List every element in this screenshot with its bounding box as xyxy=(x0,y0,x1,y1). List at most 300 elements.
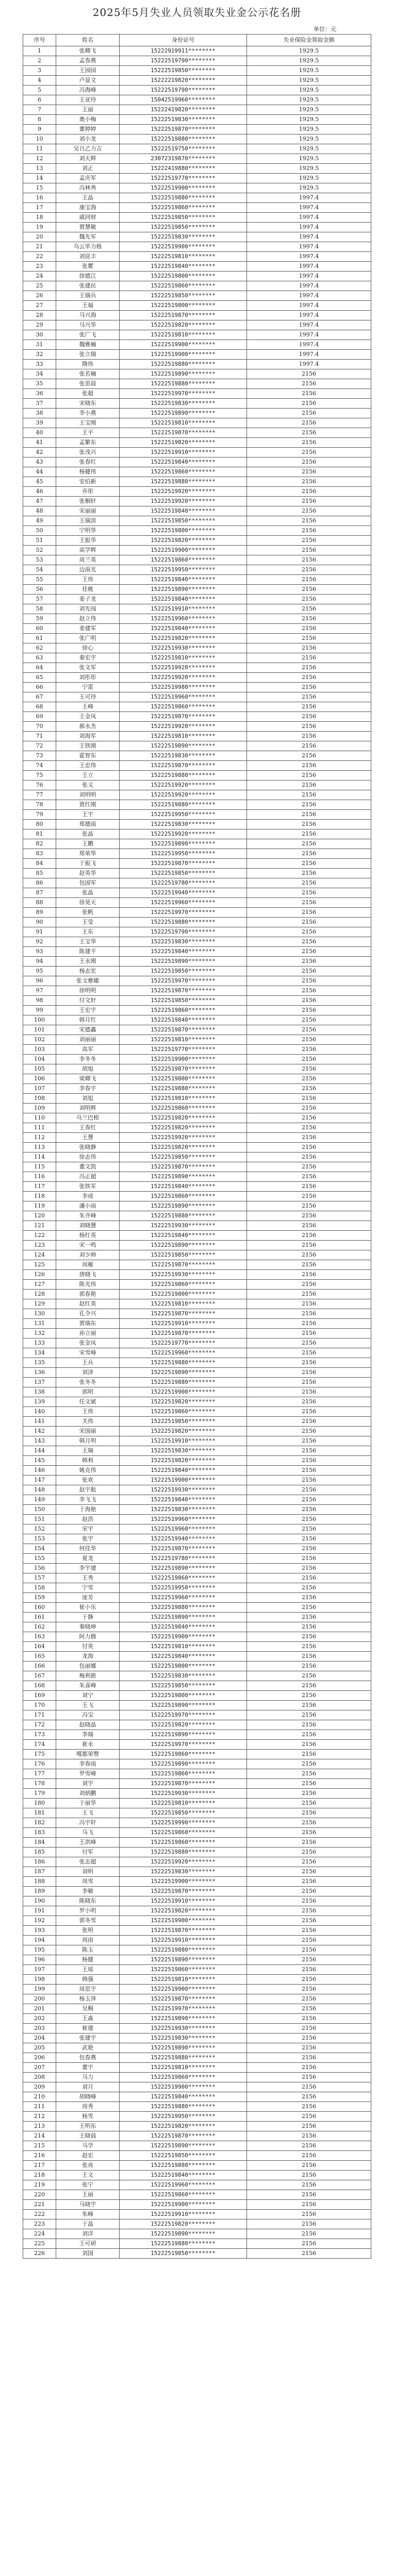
row-id-number: 15222519960******** xyxy=(120,2180,247,2190)
row-id-number: 15222519950******** xyxy=(120,565,247,575)
row-amount: 2156 xyxy=(247,1975,371,1985)
row-amount: 2156 xyxy=(247,829,371,839)
row-name: 王晓晨 xyxy=(56,2131,120,2141)
row-amount: 2156 xyxy=(247,643,371,653)
row-amount: 2156 xyxy=(247,839,371,849)
row-seq: 131 xyxy=(23,1319,56,1329)
row-name: 张立瑞 xyxy=(56,350,120,360)
row-seq: 144 xyxy=(23,1446,56,1456)
row-id-number: 15222519930******** xyxy=(120,1485,247,1495)
row-id-number: 15222519830******** xyxy=(120,937,247,947)
row-amount: 1997.4 xyxy=(247,281,371,291)
row-seq: 170 xyxy=(23,1701,56,1710)
row-name: 周思宇 xyxy=(56,1985,120,1994)
row-id-number: 15222519880******** xyxy=(120,134,247,144)
row-seq: 120 xyxy=(23,1211,56,1221)
row-name: 郭春艳 xyxy=(56,1290,120,1299)
row-seq: 111 xyxy=(23,1123,56,1133)
row-seq: 198 xyxy=(23,1975,56,1985)
table-row xyxy=(23,1378,371,1387)
row-id-number: 15222519860******** xyxy=(120,1828,247,1838)
table-row xyxy=(23,1260,371,1270)
row-seq: 217 xyxy=(23,2161,56,2171)
table-row xyxy=(23,428,371,438)
table-row xyxy=(23,242,371,252)
row-amount: 2156 xyxy=(247,1280,371,1290)
row-name: 周雨 xyxy=(56,1936,120,1945)
row-name: 韩月红 xyxy=(56,1015,120,1025)
table-row xyxy=(23,996,371,1006)
row-name: 张铁军 xyxy=(56,1182,120,1192)
row-id-number: 15222519870******** xyxy=(120,859,247,869)
row-name: 张春红 xyxy=(56,457,120,467)
row-name: 马力 xyxy=(56,2073,120,2082)
row-amount: 2156 xyxy=(247,1397,371,1407)
row-amount: 2156 xyxy=(247,702,371,712)
row-amount: 2156 xyxy=(247,409,371,418)
row-amount: 2156 xyxy=(247,2190,371,2200)
table-row xyxy=(23,1055,371,1064)
row-amount: 2156 xyxy=(247,2200,371,2210)
row-name: 孟庆军 xyxy=(56,174,120,183)
row-name: 张亮 xyxy=(56,2161,120,2171)
table-row xyxy=(23,86,371,95)
row-name: 张欢 xyxy=(56,1476,120,1485)
table-row xyxy=(23,350,371,360)
row-amount: 2156 xyxy=(247,487,371,497)
row-seq: 117 xyxy=(23,1182,56,1192)
row-name: 付文轩 xyxy=(56,996,120,1006)
row-amount: 2156 xyxy=(247,1162,371,1172)
row-name: 崔永 xyxy=(56,1740,120,1750)
table-row xyxy=(23,839,371,849)
row-seq: 174 xyxy=(23,1740,56,1750)
row-id-number: 15042519960******** xyxy=(120,95,247,105)
row-name: 宁雪 xyxy=(56,1583,120,1593)
row-amount: 2156 xyxy=(247,1172,371,1182)
row-id-number: 15222519830******** xyxy=(120,1505,247,1515)
row-seq: 167 xyxy=(23,1671,56,1681)
table-row xyxy=(23,1564,371,1573)
row-id-number: 15222519820******** xyxy=(120,536,247,546)
row-id-number: 15222519870******** xyxy=(120,311,247,320)
row-amount: 2156 xyxy=(247,967,371,976)
row-name: 霍智东 xyxy=(56,751,120,761)
table-row xyxy=(23,1417,371,1427)
row-seq: 23 xyxy=(23,262,56,272)
table-row xyxy=(23,555,371,565)
row-id-number: 15222519880******** xyxy=(120,1945,247,1955)
row-name: 王瑞滨 xyxy=(56,516,120,526)
row-name: 卢显文 xyxy=(56,76,120,86)
row-id-number: 15222519840******** xyxy=(120,947,247,957)
row-seq: 91 xyxy=(23,927,56,937)
table-row xyxy=(23,918,371,927)
row-id-number: 15222519890******** xyxy=(120,585,247,595)
row-name: 刘明 xyxy=(56,1867,120,1877)
row-name: 朱齐峰 xyxy=(56,1211,120,1221)
row-amount: 2156 xyxy=(247,653,371,663)
row-amount: 2156 xyxy=(247,575,371,585)
row-name: 李瑞 xyxy=(56,1730,120,1740)
row-amount: 2156 xyxy=(247,1515,371,1524)
row-name: 姜子龙 xyxy=(56,595,120,604)
row-id-number: 15222519850******** xyxy=(120,213,247,223)
row-name: 王永刚 xyxy=(56,957,120,967)
table-row xyxy=(23,1955,371,1965)
row-amount: 2156 xyxy=(247,1153,371,1162)
row-id-number: 15222519880******** xyxy=(120,1211,247,1221)
row-seq: 125 xyxy=(23,1260,56,1270)
row-seq: 186 xyxy=(23,1857,56,1867)
row-name: 张文雅娜 xyxy=(56,976,120,986)
table-row xyxy=(23,1994,371,2004)
row-name: 刘炳鹏 xyxy=(56,1789,120,1799)
table-row xyxy=(23,986,371,996)
row-amount: 2156 xyxy=(247,1544,371,1554)
row-id-number: 15222519960******** xyxy=(120,1515,247,1524)
row-id-number: 15222519890******** xyxy=(120,2229,247,2239)
table-row xyxy=(23,2219,371,2229)
row-amount: 2156 xyxy=(247,1818,371,1828)
row-seq: 158 xyxy=(23,1583,56,1593)
table-row xyxy=(23,516,371,526)
row-seq: 126 xyxy=(23,1270,56,1280)
row-name: 王鹏 xyxy=(56,839,120,849)
row-seq: 108 xyxy=(23,1094,56,1104)
row-name: 张明 xyxy=(56,1926,120,1936)
row-name: 杨玉萍 xyxy=(56,1994,120,2004)
row-name: 王福 xyxy=(56,301,120,311)
row-name: 罗小明 xyxy=(56,1906,120,1916)
row-seq: 138 xyxy=(23,1387,56,1397)
row-seq: 78 xyxy=(23,800,56,810)
row-seq: 55 xyxy=(23,575,56,585)
row-id-number: 15222519860******** xyxy=(120,2073,247,2082)
row-seq: 162 xyxy=(23,1622,56,1632)
row-amount: 2156 xyxy=(247,1064,371,1074)
row-seq: 188 xyxy=(23,1877,56,1887)
row-amount: 2156 xyxy=(247,1241,371,1250)
row-amount: 1997.4 xyxy=(247,232,371,242)
row-amount: 2156 xyxy=(247,1906,371,1916)
row-seq: 142 xyxy=(23,1427,56,1436)
table-row xyxy=(23,389,371,399)
row-seq: 124 xyxy=(23,1250,56,1260)
table-row xyxy=(23,1877,371,1887)
row-id-number: 15222519850******** xyxy=(120,2151,247,2161)
row-name: 杨健 xyxy=(56,1955,120,1965)
row-name: 宋雪峰 xyxy=(56,1348,120,1358)
row-amount: 2156 xyxy=(247,1221,371,1231)
table-row xyxy=(23,595,371,604)
table-row xyxy=(23,1387,371,1397)
row-id-number: 15222519870******** xyxy=(120,1309,247,1319)
row-amount: 2156 xyxy=(247,2122,371,2131)
row-seq: 61 xyxy=(23,634,56,643)
row-amount: 2156 xyxy=(247,2053,371,2063)
row-name: 张超 xyxy=(56,389,120,399)
row-amount: 2156 xyxy=(247,2239,371,2249)
row-amount: 2156 xyxy=(247,536,371,546)
table-row xyxy=(23,1710,371,1720)
row-seq: 140 xyxy=(23,1407,56,1417)
row-name: 孟春燕 xyxy=(56,56,120,66)
row-seq: 93 xyxy=(23,947,56,957)
row-seq: 36 xyxy=(23,389,56,399)
row-name: 宋国丽 xyxy=(56,1427,120,1436)
row-id-number: 15222519780******** xyxy=(120,1554,247,1564)
row-name: 韩利 xyxy=(56,1456,120,1466)
row-amount: 2156 xyxy=(247,2112,371,2122)
table-row xyxy=(23,1720,371,1730)
table-row xyxy=(23,849,371,859)
table-row xyxy=(23,1211,371,1221)
row-name: 刘天辉 xyxy=(56,154,120,164)
row-seq: 75 xyxy=(23,771,56,781)
row-amount: 1997.4 xyxy=(247,272,371,281)
row-seq: 92 xyxy=(23,937,56,947)
header-id: 身份证号 xyxy=(120,35,247,46)
row-amount: 2156 xyxy=(247,1035,371,1045)
row-amount: 2156 xyxy=(247,2180,371,2190)
row-id-number: 15222519890******** xyxy=(120,1701,247,1710)
row-id-number: 15222519820******** xyxy=(120,320,247,330)
table-row xyxy=(23,947,371,957)
row-amount: 2156 xyxy=(247,927,371,937)
row-amount: 2156 xyxy=(247,467,371,477)
row-seq: 200 xyxy=(23,1994,56,2004)
row-id-number: 15222519840******** xyxy=(120,1466,247,1476)
row-amount: 2156 xyxy=(247,1524,371,1534)
row-name: 孙立丽 xyxy=(56,1329,120,1338)
row-id-number: 15222519860******** xyxy=(120,1769,247,1779)
table-row xyxy=(23,467,371,477)
table-row xyxy=(23,2249,371,2259)
row-seq: 123 xyxy=(23,1241,56,1250)
table-row xyxy=(23,154,371,164)
row-id-number: 15222519920******** xyxy=(120,781,247,790)
row-name: 刘少帅 xyxy=(56,1250,120,1260)
table-row xyxy=(23,115,371,125)
row-seq: 113 xyxy=(23,1143,56,1153)
row-name: 王晶 xyxy=(56,193,120,203)
row-seq: 103 xyxy=(23,1045,56,1055)
row-id-number: 15222519850******** xyxy=(120,967,247,976)
table-row xyxy=(23,1515,371,1524)
table-row xyxy=(23,1358,371,1368)
row-seq: 80 xyxy=(23,820,56,829)
table-row xyxy=(23,46,371,56)
row-id-number: 15222519910******** xyxy=(120,1436,247,1446)
row-name: 张志超 xyxy=(56,1857,120,1867)
row-seq: 4 xyxy=(23,76,56,86)
table-row xyxy=(23,1446,371,1456)
row-id-number: 15222519970******** xyxy=(120,908,247,918)
table-row xyxy=(23,1466,371,1476)
row-amount: 2156 xyxy=(247,2004,371,2014)
row-name: 杨健伟 xyxy=(56,467,120,477)
row-id-number: 15222519860******** xyxy=(120,555,247,565)
row-amount: 2156 xyxy=(247,957,371,967)
table-row xyxy=(23,301,371,311)
row-id-number: 15222519860******** xyxy=(120,2190,247,2200)
row-seq: 152 xyxy=(23,1524,56,1534)
row-amount: 2156 xyxy=(247,457,371,467)
row-amount: 2156 xyxy=(247,1378,371,1387)
row-id-number: 15222519990******** xyxy=(120,1818,247,1828)
row-amount: 2156 xyxy=(247,1485,371,1495)
row-amount: 1929.5 xyxy=(247,134,371,144)
row-id-number: 15222519790******** xyxy=(120,927,247,937)
row-seq: 43 xyxy=(23,457,56,467)
row-amount: 2156 xyxy=(247,908,371,918)
row-id-number: 15222519850******** xyxy=(120,291,247,301)
table-row xyxy=(23,1064,371,1074)
table-row xyxy=(23,2180,371,2190)
row-id-number: 15222519980******** xyxy=(120,683,247,692)
row-amount: 1997.4 xyxy=(247,193,371,203)
row-name: 宋晓东 xyxy=(56,399,120,409)
table-row xyxy=(23,164,371,174)
row-id-number: 15222519860******** xyxy=(120,467,247,477)
row-id-number: 15222519790******** xyxy=(120,56,247,66)
row-id-number: 15222519810******** xyxy=(120,1299,247,1309)
table-row xyxy=(23,457,371,467)
row-name: 陈建平 xyxy=(56,947,120,957)
row-seq: 169 xyxy=(23,1691,56,1701)
table-row xyxy=(23,1309,371,1319)
row-name: 张晶 xyxy=(56,829,120,839)
row-name: 赵浩 xyxy=(56,1515,120,1524)
row-amount: 2156 xyxy=(247,1025,371,1035)
table-row xyxy=(23,1201,371,1211)
row-amount: 2156 xyxy=(247,820,371,829)
row-amount: 2156 xyxy=(247,1720,371,1730)
table-row xyxy=(23,1348,371,1358)
table-row xyxy=(23,829,371,839)
row-seq: 64 xyxy=(23,663,56,673)
row-name: 宋丽丽 xyxy=(56,506,120,516)
row-name: 徐心 xyxy=(56,643,120,653)
row-amount: 2156 xyxy=(247,1740,371,1750)
row-seq: 39 xyxy=(23,418,56,428)
row-seq: 65 xyxy=(23,673,56,683)
row-name: 于海艳 xyxy=(56,1505,120,1515)
row-amount: 2156 xyxy=(247,1182,371,1192)
row-id-number: 15222519860******** xyxy=(120,1573,247,1583)
table-row xyxy=(23,888,371,898)
table-row xyxy=(23,1015,371,1025)
row-amount: 1997.4 xyxy=(247,330,371,340)
row-id-number: 15222519840******** xyxy=(120,1495,247,1505)
row-seq: 68 xyxy=(23,702,56,712)
table-row xyxy=(23,330,371,340)
row-id-number: 15222519860******** xyxy=(120,1965,247,1975)
row-name: 马晓宇 xyxy=(56,2200,120,2210)
row-amount: 1997.4 xyxy=(247,262,371,272)
row-name: 宋一鸣 xyxy=(56,1241,120,1250)
table-row xyxy=(23,2014,371,2024)
row-name: 赵立伟 xyxy=(56,614,120,624)
table-row xyxy=(23,2210,371,2219)
row-seq: 175 xyxy=(23,1750,56,1759)
row-name: 冯宇轩 xyxy=(56,1818,120,1828)
table-row xyxy=(23,673,371,683)
row-amount: 1929.5 xyxy=(247,125,371,134)
row-id-number: 15222519920******** xyxy=(120,663,247,673)
row-id-number: 15222519870******** xyxy=(120,1329,247,1338)
table-row xyxy=(23,1691,371,1701)
table-row xyxy=(23,526,371,536)
table-row xyxy=(23,800,371,810)
row-amount: 2156 xyxy=(247,1867,371,1877)
row-name: 张茂兴 xyxy=(56,448,120,457)
row-name: 郭明 xyxy=(56,1387,120,1397)
row-id-number: 15222519960******** xyxy=(120,692,247,702)
row-id-number: 15222519850******** xyxy=(120,223,247,232)
row-seq: 224 xyxy=(23,2229,56,2239)
row-name: 刘月 xyxy=(56,2082,120,2092)
row-name: 刘宁 xyxy=(56,1691,120,1701)
row-amount: 2156 xyxy=(247,1857,371,1867)
row-amount: 2156 xyxy=(247,692,371,702)
row-seq: 82 xyxy=(23,839,56,849)
row-id-number: 15222519880******** xyxy=(120,1848,247,1857)
table-row xyxy=(23,1123,371,1133)
row-seq: 47 xyxy=(23,497,56,506)
row-seq: 71 xyxy=(23,732,56,741)
row-amount: 2156 xyxy=(247,849,371,859)
row-seq: 76 xyxy=(23,781,56,790)
row-seq: 137 xyxy=(23,1378,56,1387)
row-seq: 25 xyxy=(23,281,56,291)
row-id-number: 15222519800******** xyxy=(120,526,247,536)
row-name: 张若楠 xyxy=(56,369,120,379)
row-seq: 72 xyxy=(23,741,56,751)
row-amount: 2156 xyxy=(247,506,371,516)
row-id-number: 15222519810******** xyxy=(120,1799,247,1808)
row-amount: 1929.5 xyxy=(247,115,371,125)
row-id-number: 15222519880******** xyxy=(120,360,247,369)
table-row xyxy=(23,1290,371,1299)
row-seq: 130 xyxy=(23,1309,56,1319)
table-row xyxy=(23,2112,371,2122)
row-name: 李春雨 xyxy=(56,1759,120,1769)
table-row xyxy=(23,1162,371,1172)
row-amount: 2156 xyxy=(247,771,371,781)
table-row xyxy=(23,1534,371,1544)
row-seq: 54 xyxy=(23,565,56,575)
row-amount: 2156 xyxy=(247,781,371,790)
row-id-number: 15222519920******** xyxy=(120,829,247,839)
row-name: 张帆 xyxy=(56,908,120,918)
row-name: 李冬冬 xyxy=(56,1055,120,1064)
row-amount: 2156 xyxy=(247,389,371,399)
row-amount: 2156 xyxy=(247,1084,371,1094)
row-name: 孔令兴 xyxy=(56,1309,120,1319)
row-id-number: 15222519940******** xyxy=(120,888,247,898)
row-seq: 197 xyxy=(23,1965,56,1975)
row-amount: 2156 xyxy=(247,732,371,741)
row-id-number: 15222519860******** xyxy=(120,1192,247,1201)
row-id-number: 15222519900******** xyxy=(120,2200,247,2210)
row-name: 张桐轩 xyxy=(56,497,120,506)
row-name: 秦宏宇 xyxy=(56,653,120,663)
table-row xyxy=(23,1799,371,1808)
row-seq: 223 xyxy=(23,2219,56,2229)
row-name: 刘小龙 xyxy=(56,134,120,144)
